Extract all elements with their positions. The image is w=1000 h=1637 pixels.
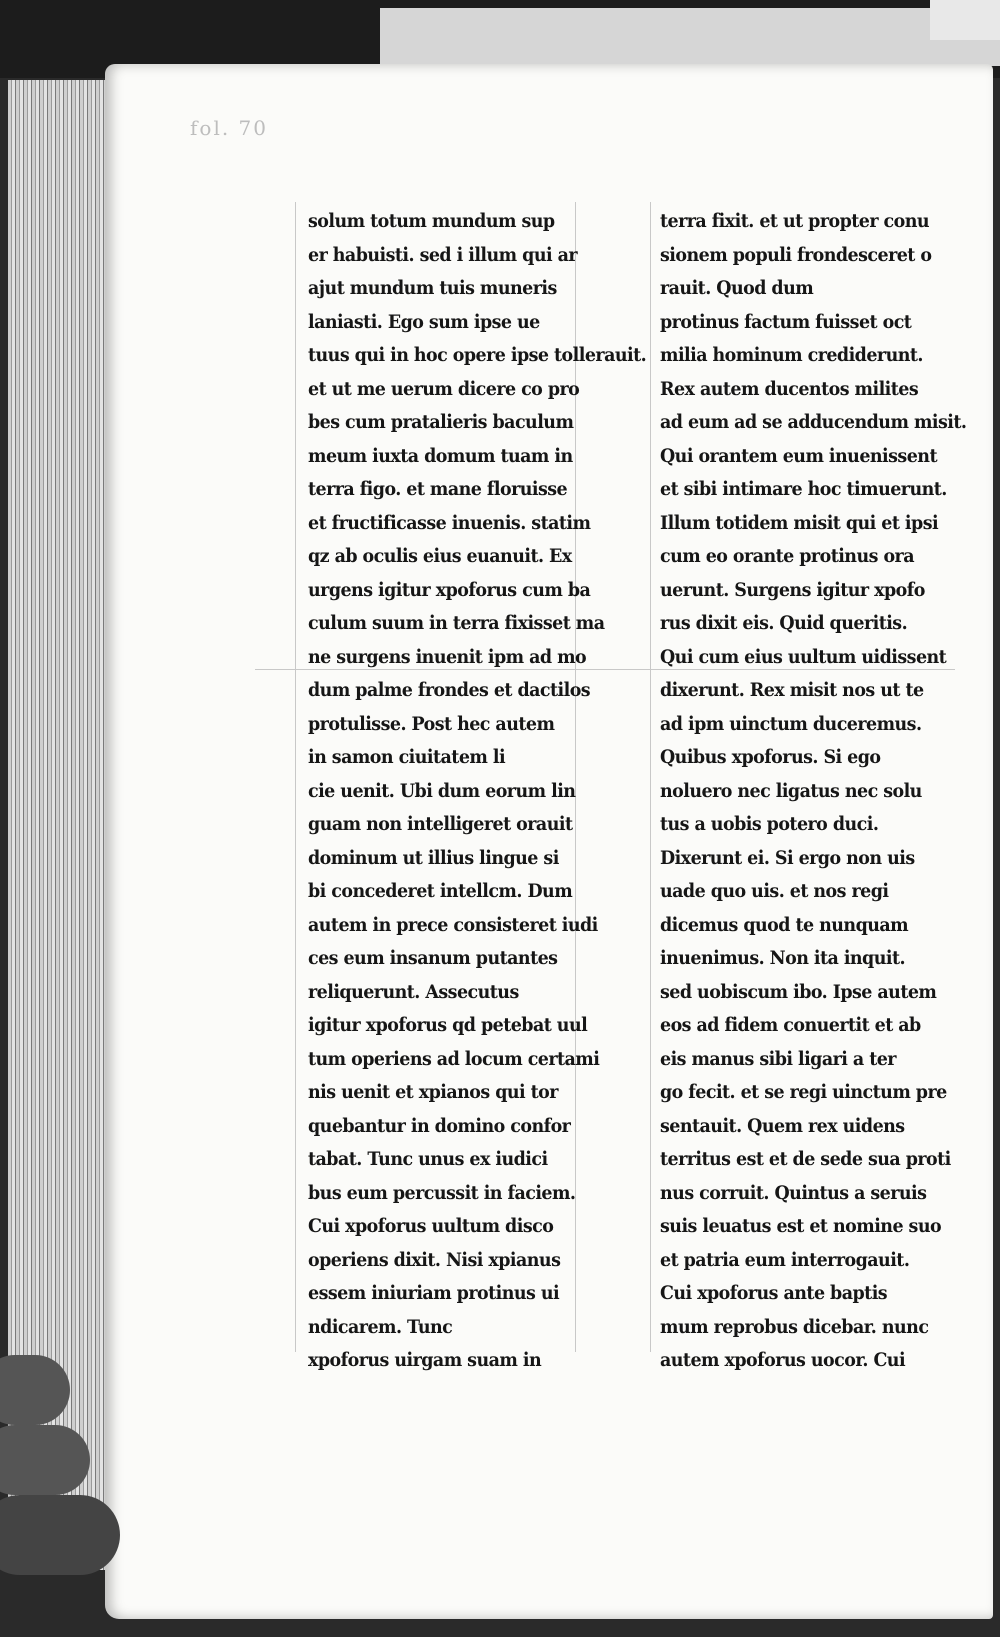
text-line: dominum ut illius lingue si	[308, 846, 559, 869]
text-line: inuenimus. Non ita inquit.	[660, 947, 906, 969]
text-line: ndicarem. Tunc	[308, 1315, 453, 1338]
text-line: essem iniuriam protinus ui	[308, 1282, 560, 1304]
text-line: eis manus sibi ligari a ter	[660, 1047, 896, 1070]
text-line: urgens igitur xpoforus cum ba	[308, 578, 591, 601]
ruling-line	[295, 202, 296, 1352]
text-line: et sibi intimare hoc timuerunt.	[660, 478, 947, 500]
text-line: uade quo uis. et nos regi	[660, 880, 889, 902]
text-line: dum palme frondes et dactilos	[308, 679, 591, 701]
text-line: cie uenit. Ubi dum eorum lin	[308, 779, 576, 802]
text-line: sionem populi frondesceret o	[660, 243, 932, 266]
text-line: Cui xpoforus ante baptis	[660, 1282, 888, 1304]
text-line: tabat. Tunc unus ex iudici	[308, 1148, 548, 1170]
text-line: guam non intelligeret orauit	[308, 813, 573, 835]
text-line: in samon ciuitatem li	[308, 746, 506, 768]
text-line: sentauit. Quem rex uidens	[660, 1114, 905, 1137]
folio-mark: fol. 70	[190, 116, 269, 140]
text-line: laniasti. Ego sum ipse ue	[308, 310, 540, 333]
text-line: terra figo. et mane floruisse	[308, 478, 568, 500]
text-line: qz ab oculis eius euanuit. Ex	[308, 545, 572, 567]
text-line: er habuisti. sed i illum qui ar	[308, 243, 578, 266]
text-line: sed uobiscum ibo. Ipse autem	[660, 980, 937, 1003]
text-line: ne surgens inuenit ipm ad mo	[308, 645, 587, 668]
ruling-line	[650, 202, 651, 1352]
text-line: go fecit. et se regi uinctum pre	[660, 1081, 947, 1103]
text-line: ajut mundum tuis muneris	[308, 277, 557, 299]
holding-hand	[0, 1350, 140, 1637]
text-line: mum reprobus dicebar. nunc	[660, 1315, 929, 1338]
left-text-column	[308, 205, 647, 1378]
text-line: bi concederet intellcm. Dum	[308, 880, 573, 902]
text-line: Dixerunt ei. Si ergo non uis	[660, 846, 915, 869]
text-line: Illum totidem misit qui et ipsi	[660, 511, 939, 534]
text-line: tum operiens ad locum certami	[308, 1047, 600, 1070]
text-line: Qui orantem eum inuenissent	[660, 444, 937, 467]
text-line: culum suum in terra fixisset ma	[308, 612, 605, 634]
text-line: quebantur in domino confor	[308, 1114, 571, 1137]
text-line: autem in prece consisteret iudi	[308, 913, 598, 936]
text-line: xpoforus uirgam suam in	[308, 1349, 542, 1371]
text-line: noluero nec ligatus nec solu	[660, 779, 922, 802]
text-line: meum iuxta domum tuam in	[308, 444, 573, 467]
text-line: nis uenit et xpianos qui tor	[308, 1081, 558, 1103]
page-stack-edge	[8, 80, 108, 1570]
text-line: suis leuatus est et nomine suo	[660, 1215, 942, 1237]
scan-paper-strip	[380, 8, 1000, 66]
text-line: dixerunt. Rex misit nos ut te	[660, 679, 924, 701]
right-text-column	[660, 205, 967, 1378]
text-line: autem xpoforus uocor. Cui	[660, 1349, 906, 1371]
text-line: solum totum mundum sup	[308, 210, 555, 232]
finger	[0, 1425, 90, 1495]
text-line: bes cum pratalieris baculum	[308, 411, 574, 433]
text-line: Cui xpoforus uultum disco	[308, 1215, 554, 1237]
text-line: terra fixit. et ut propter conu	[660, 210, 930, 232]
finger	[0, 1495, 120, 1575]
text-line: bus eum percussit in faciem.	[308, 1181, 576, 1204]
text-line: cum eo orante protinus ora	[660, 545, 914, 567]
text-line: milia hominum crediderunt.	[660, 344, 923, 366]
text-line: et fructificasse inuenis. statim	[308, 511, 591, 534]
text-line: dicemus quod te nunquam	[660, 913, 909, 936]
text-line: tuus qui in hoc opere ipse tollerauit.	[308, 344, 647, 366]
text-line: rus dixit eis. Quid queritis.	[660, 612, 908, 634]
text-line: protinus factum fuisset oct	[660, 310, 912, 333]
text-line: rauit. Quod dum	[660, 277, 814, 299]
text-line: operiens dixit. Nisi xpianus	[308, 1248, 561, 1271]
text-line: ces eum insanum putantes	[308, 947, 558, 969]
scan-corner	[930, 0, 1000, 40]
text-line: eos ad fidem conuertit et ab	[660, 1014, 921, 1036]
text-line: Rex autem ducentos milites	[660, 377, 919, 400]
text-line: protulisse. Post hec autem	[308, 712, 555, 735]
text-line: nus corruit. Quintus a seruis	[660, 1181, 927, 1204]
text-line: uerunt. Surgens igitur xpofo	[660, 578, 925, 601]
text-line: igitur xpoforus qd petebat uul	[308, 1014, 588, 1036]
text-line: Quibus xpoforus. Si ego	[660, 746, 881, 768]
text-line: territus est et de sede sua proti	[660, 1148, 951, 1170]
text-line: reliquerunt. Assecutus	[308, 980, 519, 1003]
text-line: tus a uobis potero duci.	[660, 813, 879, 835]
text-line: et ut me uerum dicere co pro	[308, 377, 580, 400]
text-line: ad ipm uinctum duceremus.	[660, 712, 922, 735]
text-line: ad eum ad se adducendum misit.	[660, 411, 967, 433]
text-line: et patria eum interrogauit.	[660, 1248, 910, 1271]
finger	[0, 1355, 70, 1425]
text-line: Qui cum eius uultum uidissent	[660, 645, 947, 668]
